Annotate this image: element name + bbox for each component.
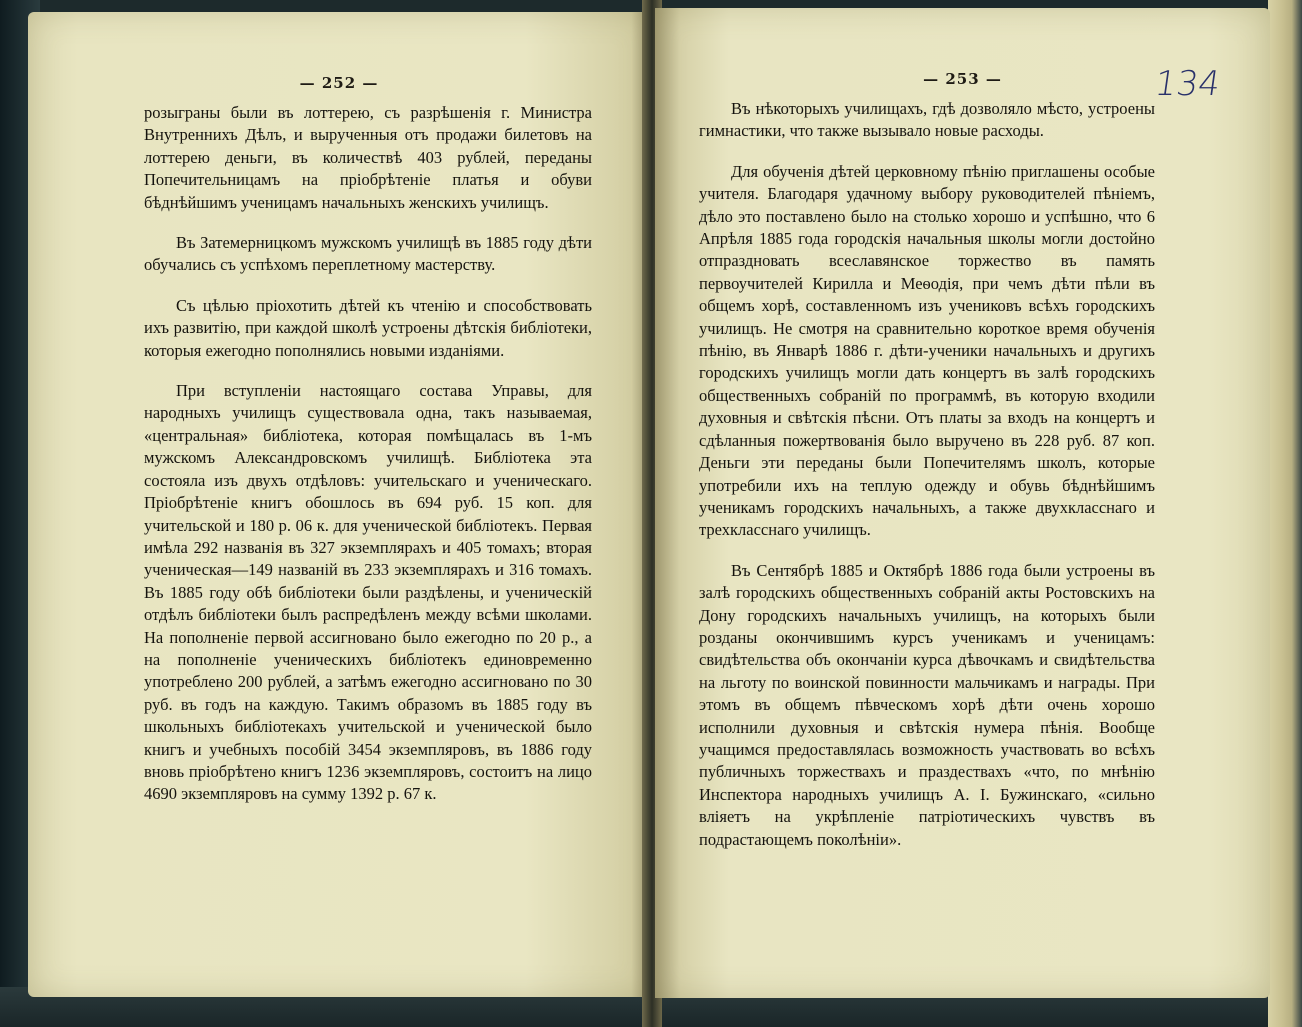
right-page-text [699,98,1155,869]
left-page [28,12,650,997]
paragraph: Для обученія дѣтей церковному пѣнію приглашены особые учителя. Благодаря удачному выбору руководителей пѣніемъ, дѣло это поставлено было на столько хорошо и успѣшно, что 6 Апрѣля 1885 года городскія начальныя школы могли достойно отпраздновать всеславянское торжество въ память первоучителей Кирилла и Меѳодія, при чемъ дѣти пѣли въ общемъ хорѣ, составленномъ изъ учениковъ всѣхъ городскихъ училищъ. Не смотря на сравнительно короткое время обученія пѣнію, въ Январѣ 1886 г. дѣти-ученики начальныхъ и другихъ городскихъ училищъ могли дать концертъ въ залѣ городскихъ общественныхъ собраній по программѣ, въ которую входили духовныя и свѣтскія пѣсни. Отъ платы за входъ на концертъ и сдѣланныя пожертвованія было выручено въ 228 руб. 87 коп. Деньги эти переданы были Попечителямъ школъ, которые употребили ихъ на теплую одежду и обувь бѣднѣйшимъ ученикамъ городскихъ начальныхъ, а также двухкласснаго и трехкласснаго училищъ. [699,161,1155,540]
paragraph: Въ Затемерницкомъ мужскомъ училищѣ въ 1885 году дѣти обучались съ успѣхомъ переплетному мастерству. [144,233,592,275]
page-number-left: — 252 — [299,74,379,92]
paragraph: При вступленіи настоящаго состава Управы, для народныхъ училищъ существовала одна, такъ называемая, «центральная» библіотека, которая помѣщалась въ 1-мъ мужскомъ Александровскомъ училищѣ. Библіотека эта состояла изъ двухъ отдѣловъ: учительскаго и ученическаго. Пріобрѣтеніе книгъ обошлось въ 694 руб. 15 коп. для учительской и 180 р. 06 к. для ученической библіотекъ. Первая имѣла 292 названія въ 327 экземплярахъ и 405 томахъ; вторая ученическая—149 названій въ 233 экземплярахъ и 316 томахъ. Въ 1885 году обѣ библіотеки были раздѣлены, и ученическій отдѣлъ библіотеки былъ распредѣленъ между всѣми школами. На пополненіе первой ассигновано было ежегодно по 20 р., а на пополненіе ученическихъ библіотекъ единовременно употреблено 200 рублей, а затѣмъ ежегодно ассигновано по 30 руб. въ годъ на каждую. Такимъ образомъ въ 1885 году въ школьныхъ библіотекахъ учительской и ученической было книгъ и учебныхъ пособій 3454 экземпляровъ, въ 1886 году вновь пріобрѣтено книгъ 1236 экземпляровъ, состоитъ на лицо 4690 экземпляровъ на сумму 1392 р. 67 к. [144,381,592,804]
paragraph: розыграны были въ лоттерею, съ разрѣшенія г. Министра Внутреннихъ Дѣлъ, и вырученныя отъ продажи билетовъ на лоттерею деньги, въ количествѣ 403 рублей, переданы Попечительницамъ на пріобрѣтеніе платья и обуви бѣднѣйшимъ ученицамъ начальныхъ женскихъ училищъ. [144,103,592,212]
right-page [655,8,1270,998]
handwritten-archive-number: 134 [1152,64,1223,104]
left-page-text [144,102,592,824]
paragraph: Въ нѣкоторыхъ училищахъ, гдѣ дозволяло мѣсто, устроены гимнастики, что также вызывало новые расходы. [699,99,1155,141]
page-number-right: — 253 — [923,70,1002,88]
paragraph: Съ цѣлью пріохотить дѣтей къ чтенію и способствовать ихъ развитію, при каждой школѣ устроены дѣтскія библіотеки, которыя ежегодно пополнялись новыми изданіями. [144,295,592,360]
page-stack-edge [1268,0,1302,1027]
paragraph: Въ Сентябрѣ 1885 и Октябрѣ 1886 года были устроены въ залѣ городскихъ общественныхъ собраній акты Ростовскихъ на Дону городскихъ начальныхъ училищъ, на которыхъ были розданы окончившимъ курсъ ученикамъ и ученицамъ: свидѣтельства объ окончаніи курса дѣвочкамъ и свидѣтельства на льготу по воинской повинности мальчикамъ и награды. При этомъ въ общемъ пѣвческомъ хорѣ дѣти очень хорошо исполнили духовныя и свѣтскія нумера пѣнія. Вообще учащимся предоставлялась возможность участвовать во всѣхъ публичныхъ торжествахъ и праздествахъ «что, по мнѣнію Инспектора народныхъ училищъ А. І. Бужинскаго, «сильно вліяетъ на укрѣпленіе патріотическихъ чувствъ въ подрастающемъ поколѣніи». [699,560,1155,849]
